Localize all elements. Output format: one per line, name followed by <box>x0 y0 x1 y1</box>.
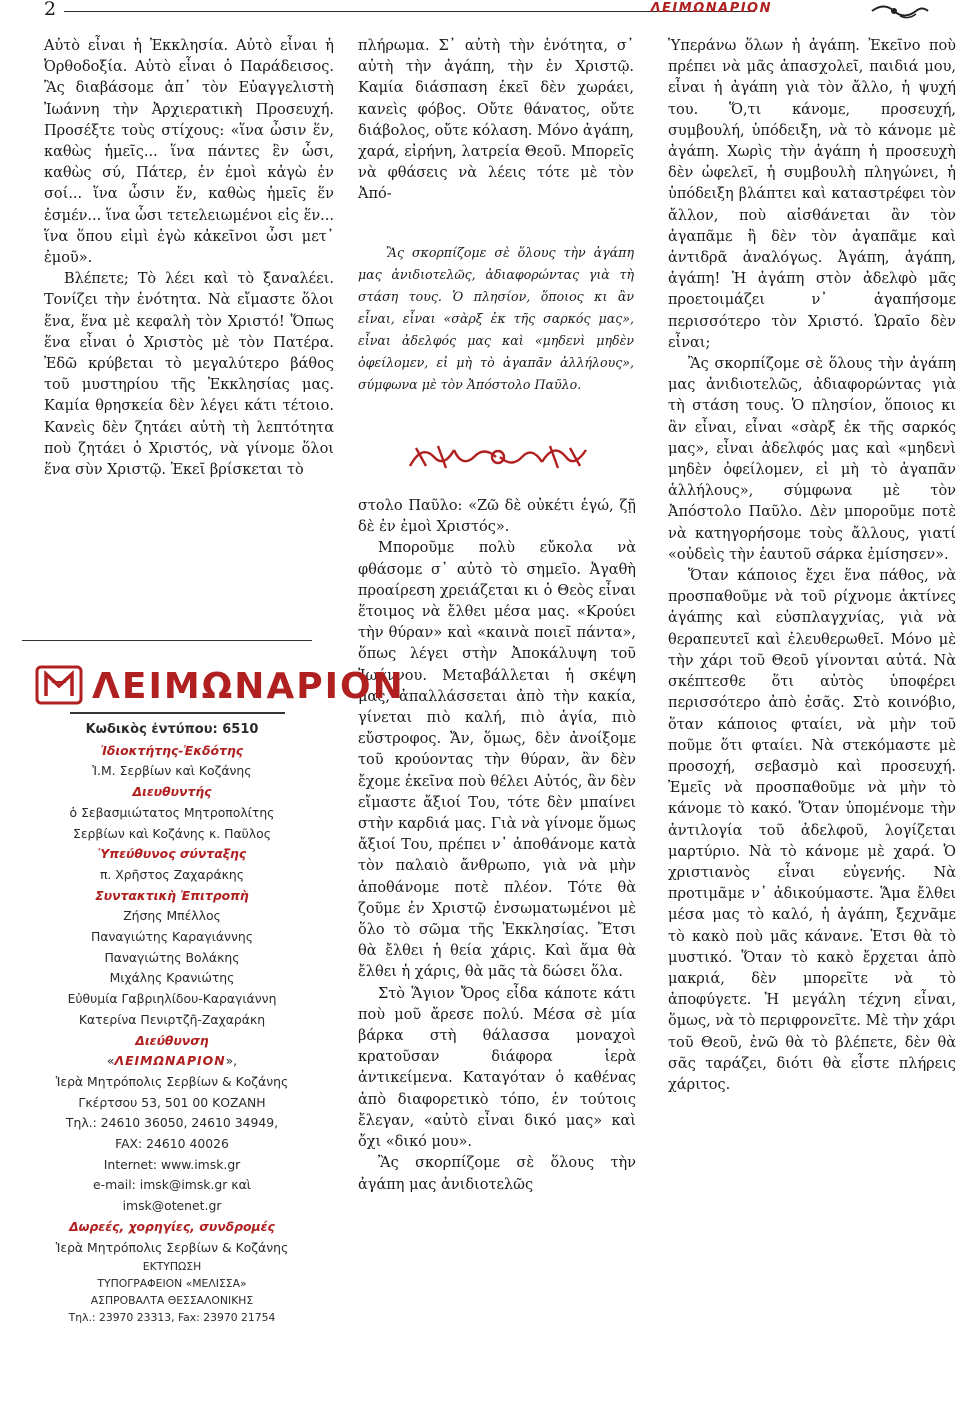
paragraph: Ἂς σκορπίζομε σὲ ὅλους τὴν ἀγάπη μας ἀνιδιοτελῶς, ἀδιαφορώντας γιὰ τὴ στάση τους. Ὁ πλησίον, ὅποιος κι ἂν εἶναι, εἶναι «σὰρξ ἐκ τῆς σαρκός μας», εἶναι ἀδελφός μας καὶ «μηδενὶ μηδὲν ὀφείλομεν, εἰ μὴ τὸ ἀγαπᾶν ἀλλήλους», σύμφωνα μὲ τὸν Ἀπόστολο Παῦλο. Δὲν μποροῦμε ποτὲ νὰ κατηγορήσομε τοὺς ἄλλους, γιατί «οὐδεὶς τὴν ἑαυτοῦ σάρκα ἐμίσησεν». <box>668 356 956 563</box>
owner-role: Ἰδιοκτήτης-Ἐκδότης <box>100 742 244 758</box>
owner: Ἱ.Μ. Σερβίων καὶ Κοζάνης <box>92 763 252 779</box>
paragraph: στολο Παῦλο: «Ζῶ δὲ οὐκέτι ἐγώ, ζῇ δὲ ἐν ἐμοὶ Χριστός». <box>358 498 636 536</box>
quote-close: », <box>225 1053 238 1069</box>
donations: Ἱερὰ Μητρόπολις Σερβίων & Κοζάνης <box>55 1239 289 1255</box>
printing-line-4: Τηλ.: 23970 23313, Fax: 23970 21754 <box>68 1311 276 1325</box>
email-line-2: imsk@otenet.gr <box>122 1198 222 1214</box>
editor-role: Ὑπεύθυνος σύνταξης <box>97 846 247 862</box>
paragraph: Ὅταν κάποιος ἔχει ἕνα πάθος, νὰ προσπαθοῦμε νὰ τοῦ ρίχνομε ἀκτίνες ἀγάπης καὶ εὐσπλαγχνίας, γιὰ νὰ θεραπευτεῖ καὶ ἐλευθερωθεῖ. Μόνο μὲ τὴν χάρι τοῦ Θεοῦ γίνονται αὐτά. Νὰ σκέπτεσθε ὅτι αὐτὸς ὑποφέρει περισσότερο ἀπὸ ἐσᾶς. Στὸ κοινόβιο, ὅταν κάποιος φταίει, νὰ μὴν τοῦ ποῦμε ὅτι φταίει. Νὰ στεκόμαστε μὲ προσοχή, σεβασμὸ καὶ προσευχή. Ἐμεῖς νὰ προσπαθοῦμε νὰ μὴν τὸ κάνομε τὸ κακό. Ὅταν ὑπομένομε τὴν ἀντιλογία τοῦ ἀδελφοῦ, λογίζεται μαρτύριο. Νὰ τὸ κάνομε μὲ χαρά. Ὁ χριστιανὸς εἶναι εὐγενής. Νὰ προτιμᾶμε ν᾽ ἀδικούμαστε. Ἅμα ἔλθει μέσα μας τὸ καλό, ἡ ἀγάπη, ξεχνᾶμε τὸ κακὸ ποὺ μᾶς κάνανε. Ἐτσι θὰ τὸ μυστικό. Ὅταν τὸ κακὸ ἔρχεται ἀπὸ μακριά, δὲν μπορεῖτε νὰ τὸ ἀποφύγετε. Ἡ μεγάλη τέχνη εἶναι, ὅμως, νὰ τὸ περιφρονεῖτε. Μὲ τὴν χάρι τοῦ Θεοῦ, ἐνῶ θὰ τὸ βλέπετε, δὲν θὰ σᾶς ταράζει, διότι θὰ εἶστε πλήρεις χάριτος. <box>668 568 956 1093</box>
paragraph: πλήρωμα. Σ᾽ αὐτὴ τὴν ἑνότητα, σ᾽ αὐτὴ τὴν ἀγάπη, τὴν ἐν Χριστῷ. Καμία διάσπαση ἐκεῖ δὲν χωράει, κανεὶς φόβος. Οὔτε θάνατος, οὔτε διάβολος, οὔτε κόλαση. Μόνο ἀγάπη, χαρά, εἰρήνη, λατρεία Θεοῦ. Μπορεῖς νὰ φθάσεις νὰ λέεις τότε μὲ τὸν Ἀπό- <box>358 38 634 203</box>
imprint-block <box>22 720 322 1326</box>
address-name-line <box>22 1051 322 1072</box>
committee-member: Εὐθυμία Γαβριηλίδου-Καραγιάννη <box>67 991 277 1007</box>
pull-quote-text: Ἂς σκορπίζομε σὲ ὅλους τὴν ἀγάπη μας ἀνιδιοτελῶς, ἀδιαφορώντας γιὰ τὴ στάση τους. Ὁ πλησίον, ὅποιος κι ἂν εἶναι, εἶναι «σὰρξ ἐκ τῆς σαρκός μας», εἶναι ἀδελφός μας καὶ «μηδενὶ μηδὲν ὀφείλομεν, εἰ μὴ τὸ ἀγαπᾶν ἀλλήλους», σύμφωνα μὲ τὸν Ἀπόστολο Παῦλο. <box>358 245 634 392</box>
committee-member: Μιχάλης Κρανιώτης <box>109 970 235 986</box>
page-header <box>0 0 960 22</box>
ornament-divider-icon <box>398 440 598 474</box>
paragraph: Ἂς σκορπίζομε σὲ ὅλους τὴν ἀγάπη μας ἀνιδιοτελῶς <box>358 1155 636 1193</box>
committee-member: Παναγιώτης Καραγιάννης <box>91 929 253 945</box>
article-column-3 <box>668 36 956 1096</box>
page-number: 2 <box>44 0 57 20</box>
fax: FAX: 24610 40026 <box>115 1136 229 1152</box>
editor: π. Χρῆστος Ζαχαράκης <box>99 866 245 882</box>
printing-line-2: ΤΥΠΟΓΡΑΦΕΙΟΝ «ΜΕΛΙΣΣΑ» <box>97 1277 247 1291</box>
paragraph: Αὐτὸ εἶναι ἡ Ἐκκλησία. Αὐτὸ εἶναι ἡ Ὀρθοδοξία. Αὐτὸ εἶναι ὁ Παράδεισος. Ἂς διαβάσομε ἀπ᾽ τὸν Εὐαγγελιστὴ Ἰωάννη τὴν Ἀρχιερατικὴ Προσευχή. Προσέξτε τοὺς στίχους: «ἵνα ὦσιν ἕν, καθὼς ἡμεῖς... ἵνα πάντες ἓν ὦσι, καθὼς σύ, Πάτερ, ἐν ἐμοὶ κἀγὼ ἐν σοί... ἵνα ὦσιν ἕν, καθὼς ἡμεῖς ἕν ἐσμέν... ἵνα ὦσι τετελειωμένοι εἰς ἕν... ἵνα ὅπου εἰμὶ ἐγὼ κἀκεῖνοι ὦσι μετ᾽ ἐμοῦ». <box>44 38 334 267</box>
committee-member: Ζήσης Μπέλλος <box>123 908 221 924</box>
address-role: Διεύθυνση <box>135 1032 209 1048</box>
article-column-1 <box>44 36 334 481</box>
masthead-divider <box>22 640 312 641</box>
article-column-2-upper <box>358 36 634 206</box>
phone: Τηλ.: 24610 36050, 24610 34949, <box>65 1115 279 1131</box>
printing-line-3: ΑΣΠΡΟΒΑΛΤΑ ΘΕΣΣΑΛΟΝΙΚΗΣ <box>90 1294 254 1308</box>
director-line-1: ὁ Σεβασμιώτατος Μητροπολίτης <box>69 804 275 820</box>
email-line-1: e-mail: imsk@imsk.gr καὶ <box>93 1177 251 1193</box>
donations-role: Δωρεές, χορηγίες, συνδρομές <box>69 1218 275 1234</box>
imprint-rule <box>70 712 285 714</box>
masthead-title: ΛΕΙΜΩΝΑΡΙΟΝ <box>92 666 405 707</box>
quote-open: « <box>106 1053 115 1069</box>
address-line-2: Γκέρτσου 53, 501 00 ΚΟΖΑΝΗ <box>78 1094 266 1110</box>
director-role: Διευθυντής <box>132 784 212 800</box>
running-title: ΛΕΙΜΩΝΑΡΙΟΝ <box>650 1 772 16</box>
website: Internet: www.imsk.gr <box>103 1156 241 1172</box>
committee-member: Παναγιώτης Βολάκης <box>104 949 240 965</box>
address-line-1: Ἱερὰ Μητρόπολις Σερβίων & Κοζάνης <box>55 1073 289 1089</box>
article-column-2-lower <box>358 496 636 1196</box>
printing-line-1: ΕΚΤΥΠΩΣΗ <box>142 1260 202 1274</box>
address-name: ΛΕΙΜΩΝΑΡΙΟΝ <box>114 1053 226 1069</box>
monogram-logo-icon <box>34 664 84 706</box>
committee-member: Κατερίνα Πενιρτζῆ-Ζαχαράκη <box>78 1011 266 1027</box>
pull-quote <box>358 242 634 396</box>
committee-role: Συντακτικὴ Ἐπιτροπὴ <box>95 887 249 903</box>
paragraph: Μποροῦμε πολὺ εὔκολα νὰ φθάσομε σ᾽ αὐτὸ τὸ σημεῖο. Ἀγαθὴ προαίρεση χρειάζεται κι ὁ Θεὸς εἶναι ἕτοιμος νὰ ἔλθει μέσα μας. «Κρούει τὴν θύραν» καὶ «καινὰ ποιεῖ πάντα», ὅπως λέγει στὴν Ἀποκάλυψη τοῦ Ἰωάννου. Μεταβάλλεται ἡ σκέψη μας, ἀπαλλάσσεται ἀπὸ τὴν κακία, γίνεται πιὸ καλή, πιὸ ἁγία, πιὸ εὔστροφος. Ἄν, ὅμως, δὲν ἀνοίξομε τοῦ κρούοντας τὴν θύραν, ἂν δὲν ἔχομε ἐκεῖνα ποὺ θέλει Αὐτός, ἂν δὲν εἴμαστε ἄξιοί Του, τότε δὲν μπαίνει στὴν καρδιά μας. Γιὰ νὰ γίνομε ὅμως ἄξιοί Του, πρέπει ν᾽ ἀποθάνομε κατὰ τὸν παλαιὸ ἄνθρωπο, γιὰ νὰ μὴν ἀποθάνομε ποτὲ πλέον. Τότε θὰ ζοῦμε ἐν Χριστῷ ἐνσωματωμένοι μὲ ὅλο τὸ σῶμα τῆς Ἐκκλησίας. Ἔτσι θὰ ἔλθει ἡ θεία χάρις. Καὶ ἅμα θὰ ἔλθει ἡ χάρις, θὰ μᾶς τὰ δώσει ὅλα. <box>358 540 636 981</box>
paragraph: Στὸ Ἅγιον Ὄρος εἶδα κάποτε κάτι ποὺ μοῦ ἄρεσε πολύ. Μέσα σὲ μία βάρκα στὴ θάλασσα μοναχοὶ κρατοῦσαν διάφορα ἱερὰ ἀντικείμενα. Καταγόταν ὁ καθένας ἀπὸ διαφορετικὸ τόπο, ἐν τούτοις ἔλεγαν, «αὐτὸ εἶναι δικό μας» καὶ ὄχι «δικό μου». <box>358 985 636 1151</box>
paragraph: Ὑπεράνω ὅλων ἡ ἀγάπη. Ἐκεῖνο ποὺ πρέπει νὰ μᾶς ἀπασχολεῖ, παιδιά μου, εἶναι ἡ ἀγάπη γιὰ τὸν ἄλλο, ἡ ψυχή του. Ὅ,τι κάνομε, προσευχή, συμβουλή, ὑπόδειξη, νὰ τὸ κάνομε μὲ ἀγάπη. Χωρὶς τὴν ἀγάπη ἡ προσευχὴ δὲν ὠφελεῖ, ἡ συμβουλὴ πληγώνει, ἡ ὑπόδειξη βλάπτει καὶ καταστρέφει τὸν ἄλλον, ποὺ αἰσθάνεται ἂν τὸν ἀγαπᾶμε ἢ δὲν τὸν ἀγαπᾶμε καὶ ἀντιδρᾶ ἀναλόγως. Ἀγάπη, ἀγάπη, ἀγάπη! Ἡ ἀγάπη στὸν ἀδελφὸ μᾶς προετοιμάζει ν᾽ ἀγαπήσομε περισσότερο τὸν Χριστό. Ὡραῖο δὲν εἶναι; <box>668 38 956 351</box>
flourish-icon <box>870 0 930 22</box>
paragraph: Βλέπετε; Τὸ λέει καὶ τὸ ξαναλέει. Τονίζει τὴν ἑνότητα. Νὰ εἴμαστε ὅλοι ἕνα, ἕνα μὲ κεφαλὴ τὸν Χριστό! Ὅπως ἕνα εἶναι ὁ Χριστὸς μὲ τὸν Πατέρα. Ἐδῶ κρύβεται τὸ μεγαλύτερο βάθος τοῦ μυστηρίου τῆς Ἐκκλησίας μας. Καμία θρησκεία δὲν λέγει κάτι τέτοιο. Κανεὶς δὲν ζητάει αὐτὴ τὴ λεπτότητα ποὺ ζητάει ὁ Χριστός, νὰ γίνομε ὅλοι ἕνα σὺν Χριστῷ. Ἐκεῖ βρίσκεται τὸ <box>44 271 334 479</box>
director-line-2: Σερβίων καὶ Κοζάνης κ. Παῦλος <box>73 825 271 841</box>
publication-code: Κωδικὸς ἐντύπου: 6510 <box>85 722 259 737</box>
